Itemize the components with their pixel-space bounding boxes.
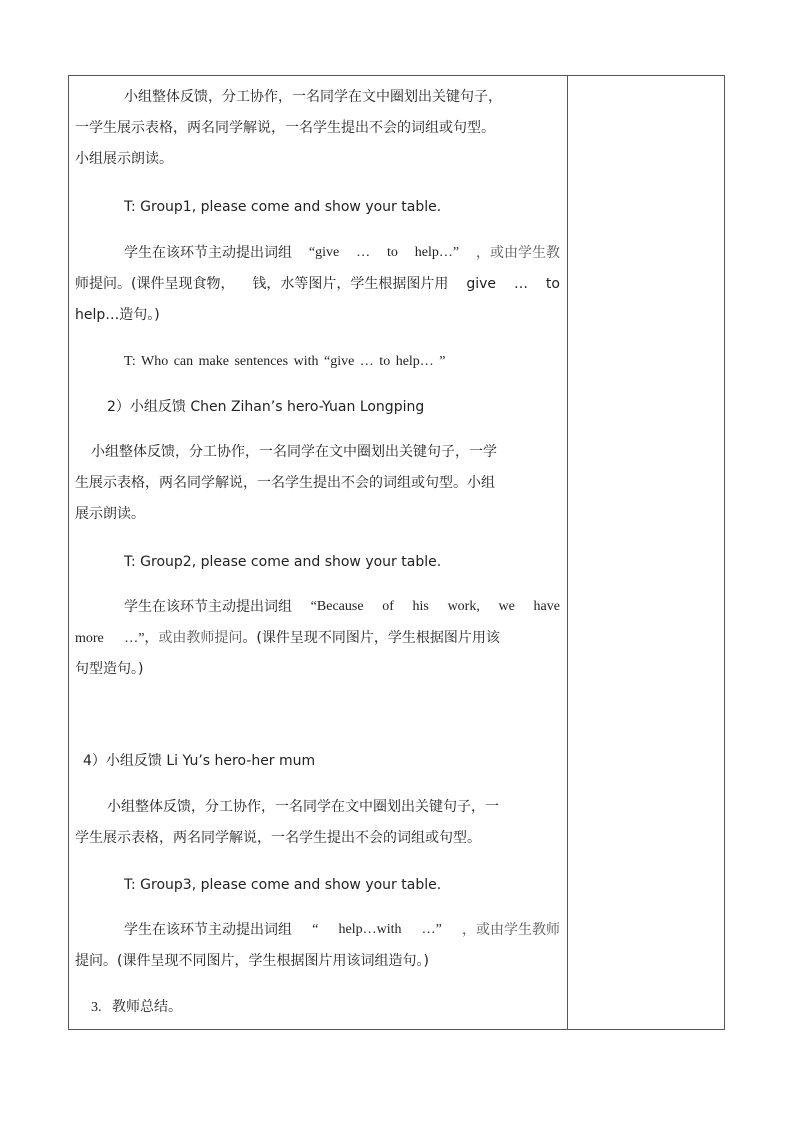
text-run: 师提问。(课件呈现食物， xyxy=(75,276,235,292)
text-run: have xyxy=(533,599,560,614)
paragraph-4-line-2 xyxy=(75,629,500,648)
paragraph-6-line-1 xyxy=(124,921,560,939)
text-run: “give xyxy=(308,245,340,260)
heading-group-4: 4）小组反馈 Li Yu’s hero-her mum xyxy=(83,753,316,769)
text-run: we xyxy=(498,599,515,614)
text-run: …” xyxy=(421,922,442,937)
text-run: ，或由学生教 xyxy=(476,245,560,261)
text-run: of xyxy=(382,599,394,614)
paragraph-4-line-3: 句型造句。) xyxy=(75,661,144,677)
text-run: his xyxy=(412,599,429,614)
heading-group-2: 2）小组反馈 Chen Zihan’s hero-Yuan Longping xyxy=(107,399,425,415)
text-run: 钱，水等图片，学生根据图片用 xyxy=(252,276,449,292)
paragraph-2-line-1 xyxy=(124,244,560,262)
paragraph-3-line-3: 展示朗读。 xyxy=(75,506,145,522)
paragraph-2-line-2 xyxy=(75,275,560,293)
lesson-content-cell xyxy=(69,76,567,1029)
teacher-line-sentences: T: Who can make sentences with “give … to help… ” xyxy=(124,354,446,369)
notes-cell xyxy=(568,76,724,1029)
text-run: give xyxy=(466,276,497,292)
text-run: “ xyxy=(312,922,319,937)
step-3-summary xyxy=(91,998,182,1017)
text-run: 。(课件呈现不同图片，学生根据图片用该 xyxy=(242,630,500,646)
text-run: to xyxy=(387,245,398,260)
lesson-table xyxy=(68,75,725,1030)
text-run: help…with xyxy=(338,922,402,937)
text-run: 学生在该环节主动提出词组 xyxy=(124,245,292,261)
paragraph-1-line-2: 一学生展示表格，两名同学解说，一名学生提出不会的词组或句型。 xyxy=(75,120,495,136)
paragraph-6-line-2: 提问。(课件呈现不同图片，学生根据图片用该词组造句。) xyxy=(75,953,429,969)
text-run: work, xyxy=(447,599,480,614)
teacher-line-group3: T: Group3, please come and show your table. xyxy=(124,877,442,893)
paragraph-4-line-1 xyxy=(124,598,560,616)
text-run: 学生在该环节主动提出词组 xyxy=(124,922,292,938)
teacher-line-group2: T: Group2, please come and show your table. xyxy=(124,554,442,570)
text-run: … xyxy=(356,245,371,260)
text-run: help…” xyxy=(414,245,460,260)
text-run: 或由教师提问 xyxy=(158,630,243,646)
paragraph-5-line-1: 小组整体反馈，分工协作，一名同学在文中圈划出关键句子，一 xyxy=(107,799,499,815)
text-run: 学生在该环节主动提出词组 xyxy=(124,599,292,615)
text-run: ，或由学生教师 xyxy=(462,922,560,938)
paragraph-1-line-3: 小组展示朗读。 xyxy=(75,151,173,167)
paragraph-2-line-3: help…造句。) xyxy=(75,307,160,323)
paragraph-3-line-2: 生展示表格，两名同学解说，一名学生提出不会的词组或句型。小组 xyxy=(75,475,495,491)
teacher-line-group1: T: Group1, please come and show your table. xyxy=(124,199,442,215)
paragraph-3-line-1: 小组整体反馈，分工协作，一名同学在文中圈划出关键句子，一学 xyxy=(91,444,497,460)
text-run: … xyxy=(513,276,528,292)
step-number: 3. xyxy=(91,1000,102,1015)
step-text: 教师总结。 xyxy=(111,999,182,1015)
paragraph-5-line-2: 学生展示表格，两名同学解说，一名学生提出不会的词组或句型。 xyxy=(75,830,481,846)
text-run: to xyxy=(545,276,560,292)
text-run: “Because xyxy=(310,599,364,614)
text-run: more xyxy=(75,631,104,646)
paragraph-1-line-1: 小组整体反馈，分工协作，一名同学在文中圈划出关键句子， xyxy=(124,89,502,105)
text-run: …”， xyxy=(124,631,159,646)
